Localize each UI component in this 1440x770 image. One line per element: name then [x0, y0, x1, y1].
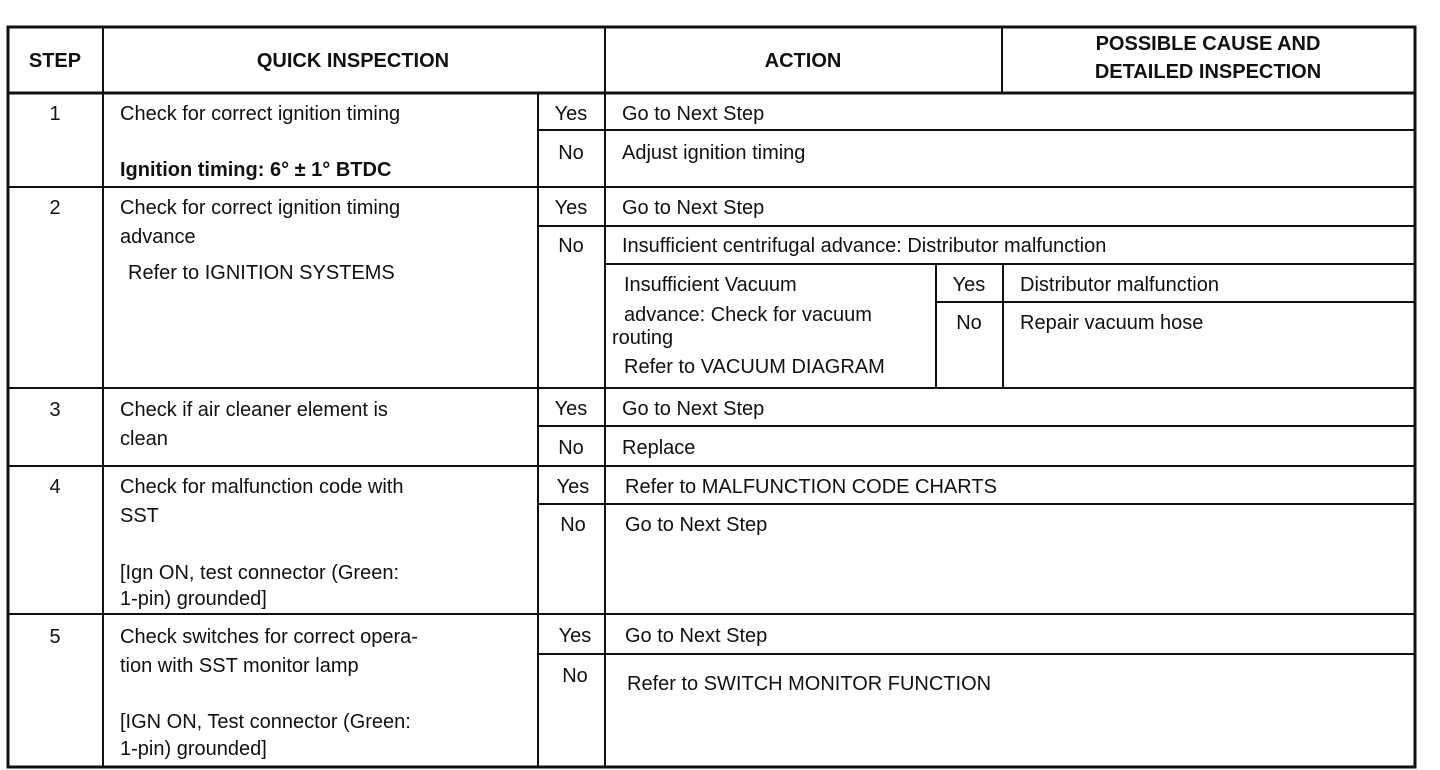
vacuum-text: Insufficient Vacuum [624, 274, 797, 296]
header-step: STEP [28, 50, 82, 72]
no-action: Insufficient centrifugal advance: Distributor malfunction [622, 235, 1107, 257]
step-number: 3 [49, 399, 61, 421]
vacuum-text: advance: Check for vacuum [624, 304, 872, 326]
vacuum-no-cause: Repair vacuum hose [1020, 312, 1204, 334]
vacuum-yes-cause: Distributor malfunction [1020, 274, 1219, 296]
table-row [49, 197, 1219, 378]
vacuum-reference: Refer to VACUUM DIAGRAM [624, 356, 885, 378]
inspection-text: Check if air cleaner element is [120, 399, 388, 421]
inspection-text: Check switches for correct opera- [120, 626, 418, 648]
header-quick-inspection: QUICK INSPECTION [256, 50, 450, 72]
table-header [29, 33, 1321, 83]
table-row [49, 103, 805, 181]
inspection-reference: Refer to IGNITION SYSTEMS [128, 262, 395, 284]
yes-action: Go to Next Step [622, 103, 765, 125]
step-number: 1 [49, 103, 61, 125]
vacuum-no-label: No [956, 312, 982, 334]
step-number: 5 [49, 626, 61, 648]
yes-label: Yes [554, 197, 588, 219]
inspection-condition: [Ign ON, test connector (Green: [120, 562, 400, 584]
header-action: ACTION [764, 50, 842, 72]
step-number: 2 [49, 197, 61, 219]
no-action: Adjust ignition timing [622, 142, 806, 164]
table-row [49, 476, 996, 610]
inspection-condition: 1-pin) grounded] [120, 588, 267, 610]
no-label: No [558, 235, 584, 257]
header-possible-cause-line1: POSSIBLE CAUSE AND [1095, 33, 1321, 55]
yes-action: Go to Next Step [622, 197, 765, 219]
yes-label: Yes [554, 103, 588, 125]
no-label: No [558, 437, 584, 459]
inspection-text: Check for malfunction code with [120, 476, 404, 498]
no-label: No [562, 665, 588, 687]
yes-label: Yes [558, 625, 592, 647]
table-row [49, 398, 764, 459]
inspection-text: tion with SST monitor lamp [120, 655, 359, 677]
inspection-condition: [IGN ON, Test connector (Green: [120, 711, 411, 733]
inspection-text: clean [120, 428, 168, 450]
inspection-text: Check for correct ignition timing [120, 103, 401, 125]
inspection-text: SST [120, 505, 159, 527]
no-label: No [560, 514, 586, 536]
no-action: Go to Next Step [625, 514, 768, 536]
yes-action: Go to Next Step [625, 625, 768, 647]
yes-label: Yes [556, 476, 590, 498]
yes-label: Yes [554, 398, 588, 420]
inspection-spec: Ignition timing: 6° ± 1° BTDC [120, 159, 392, 181]
yes-action: Go to Next Step [622, 398, 765, 420]
vacuum-text: routing [612, 327, 674, 349]
inspection-text: Check for correct ignition timing [120, 197, 401, 219]
header-possible-cause-line2: DETAILED INSPECTION [1094, 61, 1322, 83]
no-action: Refer to SWITCH MONITOR FUNCTION [627, 673, 992, 695]
no-action: Replace [622, 437, 696, 459]
no-label: No [558, 142, 584, 164]
inspection-condition: 1-pin) grounded] [120, 738, 267, 760]
step-number: 4 [49, 476, 61, 498]
vacuum-yes-label: Yes [952, 274, 986, 296]
yes-action: Refer to MALFUNCTION CODE CHARTS [625, 476, 997, 498]
table-row [49, 625, 991, 760]
inspection-text: advance [120, 226, 196, 248]
